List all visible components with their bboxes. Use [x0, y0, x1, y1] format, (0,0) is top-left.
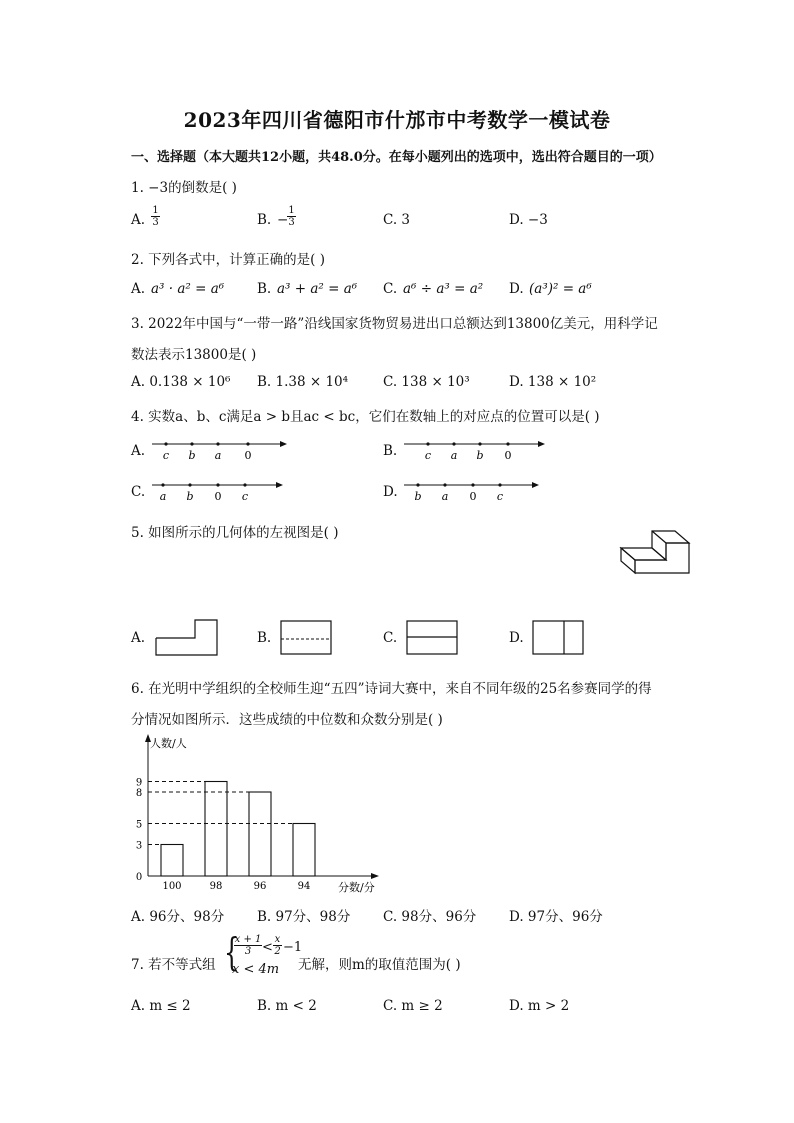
question-6-stem-line1: 6. 在光明中学组织的全校师生迎“五四”诗词大赛中，来自不同年级的25名参赛同学的得 — [131, 681, 652, 697]
q5-option-b-label: B. — [257, 630, 272, 646]
q1-option-d: D. −3 — [509, 212, 548, 228]
q5-option-a-figure — [154, 618, 220, 658]
question-4-stem: 4. 实数a、b、c满足a > b且ac < bc，它们在数轴上的对应点的位置可以是( ) — [131, 409, 600, 425]
y-tick-label: 9 — [135, 777, 143, 789]
q5-solid-figure — [615, 518, 695, 578]
section-heading: 一、选择题（本大题共12小题，共48.0分。在每小题列出的选项中，选出符合题目的一项） — [131, 150, 662, 165]
q4-number-line-b — [402, 436, 548, 464]
question-1-stem: 1. −3的倒数是( ) — [131, 180, 237, 196]
x-tick-label: 100 — [162, 881, 182, 892]
q2-option-d-label: D. — [509, 281, 524, 297]
q2-option-c-label: C. — [383, 281, 398, 297]
brace-icon: { — [224, 929, 240, 975]
fraction-denominator: 2 — [274, 946, 281, 957]
q4-option-d-label: D. — [383, 484, 398, 500]
x-axis-arrow — [371, 873, 379, 879]
tick-label: b — [414, 490, 422, 503]
q1-option-a-label: A. — [131, 212, 146, 228]
tick-label: 0 — [469, 490, 477, 503]
q4-option-c-label: C. — [131, 484, 146, 500]
bar — [249, 792, 271, 876]
y-tick-label: 5 — [135, 819, 143, 831]
q5-option-d-label: D. — [509, 630, 524, 646]
question-7-stem-suffix: 无解，则m的取值范围为( ) — [298, 957, 461, 973]
q4-option-a-label: A. — [131, 443, 146, 459]
q6-option-b: B. 97分、98分 — [257, 909, 351, 925]
tick-label: c — [496, 490, 504, 503]
q7-row1-op: < — [262, 940, 273, 955]
q2-option-b-expr: a³ + a² = a⁶ — [277, 281, 358, 297]
q4-number-line-c — [150, 477, 290, 505]
bar — [205, 782, 227, 877]
fraction-numerator: x — [274, 934, 281, 945]
bar — [293, 824, 315, 877]
q5-option-c-label: C. — [383, 630, 398, 646]
fraction-numerator: x + 1 — [234, 934, 262, 945]
q5-option-a-label: A. — [131, 630, 146, 646]
x-tick-label: 98 — [209, 881, 223, 892]
q4-number-line-a — [150, 436, 290, 464]
q2-option-a-expr: a³ · a² = a⁶ — [151, 281, 225, 297]
fraction-denominator: 3 — [288, 217, 295, 228]
tick-label: 0 — [214, 490, 222, 503]
q2-option-a-label: A. — [131, 281, 146, 297]
q7-option-a: A. m ≤ 2 — [131, 998, 191, 1014]
q2-option-c-expr: a⁶ ÷ a³ = a² — [403, 281, 484, 297]
q4-number-line-d — [402, 477, 542, 505]
q1-option-b-sign: − — [277, 212, 289, 228]
x-axis-label: 分数/分 — [338, 881, 375, 894]
q3-option-b: B. 1.38 × 10⁴ — [257, 374, 349, 390]
y-tick-label: 3 — [135, 840, 143, 852]
q1-option-b-label: B. — [257, 212, 272, 228]
q5-option-d-figure — [532, 620, 586, 656]
y-axis-label: 人数/人 — [150, 737, 187, 750]
tick-label: c — [241, 490, 249, 503]
q3-option-c: C. 138 × 10³ — [383, 374, 470, 390]
q7-option-d: D. m > 2 — [509, 998, 570, 1014]
q1-option-b-fraction — [287, 205, 296, 228]
question-6-stem-line2: 分情况如图所示．这些成绩的中位数和众数分别是( ) — [131, 712, 443, 728]
q5-option-b-figure — [280, 620, 334, 656]
q2-option-d-expr: (a³)² = a⁶ — [529, 281, 592, 297]
question-5-stem: 5. 如图所示的几何体的左视图是( ) — [131, 525, 339, 541]
x-tick-label: 94 — [297, 881, 311, 892]
q3-option-a: A. 0.138 × 10⁶ — [131, 374, 231, 390]
question-2-stem: 2. 下列各式中，计算正确的是( ) — [131, 252, 325, 268]
tick-label: 0 — [244, 449, 252, 462]
q6-option-a: A. 96分、98分 — [131, 909, 225, 925]
q1-option-c: C. 3 — [383, 212, 411, 228]
y-tick-label: 8 — [135, 788, 143, 799]
tick-label: 0 — [504, 449, 512, 462]
tick-label: a — [441, 490, 449, 503]
q7-row2: x < 4m — [232, 962, 280, 977]
tick-label: b — [188, 449, 196, 462]
tick-label: a — [214, 449, 222, 462]
q4-option-b-label: B. — [383, 443, 398, 459]
tick-label: a — [450, 449, 458, 462]
fraction-denominator: 3 — [234, 945, 262, 957]
fraction-numerator: 1 — [152, 205, 159, 216]
q7-row1-lhs-fraction — [234, 934, 262, 957]
page-title: 2023年四川省德阳市什邡市中考数学一模试卷 — [183, 108, 611, 132]
question-3-stem-line2: 数法表示13800是( ) — [131, 347, 257, 363]
question-3-stem-line1: 3. 2022年中国与“一带一路”沿线国家货物贸易进出口总额达到13800亿美元，用科学记 — [131, 316, 658, 332]
q7-option-b: B. m < 2 — [257, 998, 317, 1014]
q7-row1-tail: −1 — [283, 940, 303, 955]
q7-row1-rhs-fraction — [273, 934, 282, 957]
q3-option-d: D. 138 × 10² — [509, 374, 597, 390]
fraction-denominator: 3 — [152, 217, 159, 228]
q5-option-c-figure — [406, 620, 460, 656]
fraction-numerator: 1 — [288, 205, 295, 216]
tick-label: b — [476, 449, 484, 462]
bar — [161, 845, 183, 877]
tick-label: c — [162, 449, 170, 462]
tick-label: a — [159, 490, 167, 503]
q6-option-d: D. 97分、96分 — [509, 909, 603, 925]
q6-bar-chart — [128, 730, 388, 898]
y-tick-label: 0 — [135, 872, 143, 883]
q1-option-a-fraction — [151, 205, 160, 228]
tick-label: c — [424, 449, 432, 462]
q7-option-c: C. m ≥ 2 — [383, 998, 443, 1014]
question-7-stem-prefix: 7. 若不等式组 — [131, 957, 216, 973]
tick-label: b — [186, 490, 194, 503]
q6-option-c: C. 98分、96分 — [383, 909, 477, 925]
q2-option-b-label: B. — [257, 281, 272, 297]
x-tick-label: 96 — [253, 881, 267, 892]
